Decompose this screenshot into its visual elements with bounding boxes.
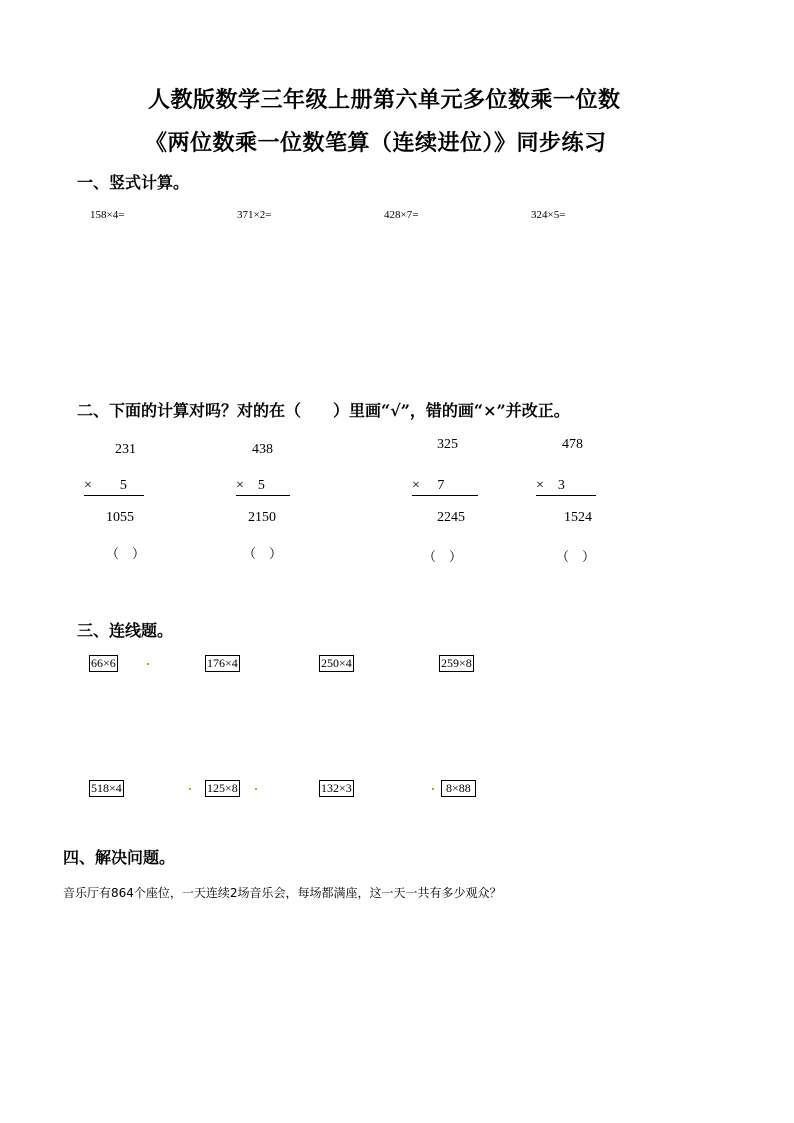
match-bottom-3[interactable]: 132×3 — [321, 781, 352, 795]
calc-4-top: 478 — [562, 437, 583, 452]
match-top-1[interactable]: 66×6 — [91, 656, 116, 670]
match-top-4[interactable]: 259×8 — [441, 656, 472, 670]
calc-2-result: 2150 — [248, 510, 276, 525]
match-bottom-4[interactable]: 8×88 — [441, 780, 476, 797]
calc-3-multiplier: × 7 — [412, 474, 478, 496]
section1-heading: 一、竖式计算。 — [77, 173, 190, 192]
calc-1-multiplier: × 5 — [84, 474, 144, 496]
calc-3-result: 2245 — [437, 510, 465, 525]
calc-2-answer-box: （ ） — [243, 546, 283, 561]
calc-1-result: 1055 — [106, 510, 134, 525]
calc-4-result: 1524 — [564, 510, 592, 525]
connector-dot — [255, 788, 257, 790]
calc-3-top: 325 — [437, 437, 458, 452]
problem-4: 324×5= — [531, 209, 566, 221]
match-bottom-2[interactable]: 125×8 — [207, 781, 238, 795]
connector-dot — [432, 788, 434, 790]
calc-2-top: 438 — [252, 442, 273, 457]
calc-2-multiplier: × 5 — [236, 474, 290, 496]
calc-3-answer-box: （ ） — [423, 549, 463, 564]
connector-dot — [147, 663, 149, 665]
section4-heading: 四、解决问题。 — [63, 848, 176, 867]
match-bottom-1[interactable]: 518×4 — [91, 781, 122, 795]
page-title-line1: 人教版数学三年级上册第六单元多位数乘一位数 — [148, 87, 621, 113]
calc-4-answer-box: （ ） — [556, 549, 596, 564]
problem-1: 158×4= — [90, 209, 125, 221]
calc-1-top: 231 — [115, 442, 136, 457]
problem-2: 371×2= — [237, 209, 272, 221]
connector-dot — [189, 788, 191, 790]
calc-1-answer-box: （ ） — [106, 546, 146, 561]
match-top-2[interactable]: 176×4 — [207, 656, 238, 670]
page-title-line2: 《两位数乘一位数笔算（连续进位）》同步练习 — [145, 130, 607, 156]
problem-3: 428×7= — [384, 209, 419, 221]
word-problem: 音乐厅有864个座位，一天连续2场音乐会，每场都满座，这一天一共有多少观众？ — [63, 886, 502, 900]
match-top-3[interactable]: 250×4 — [321, 656, 352, 670]
section3-heading: 三、连线题。 — [77, 621, 174, 640]
section2-heading: 二、下面的计算对吗？对的在（ ）里画“√”，错的画“×”并改正。 — [77, 401, 570, 420]
calc-4-multiplier: × 3 — [536, 474, 596, 496]
